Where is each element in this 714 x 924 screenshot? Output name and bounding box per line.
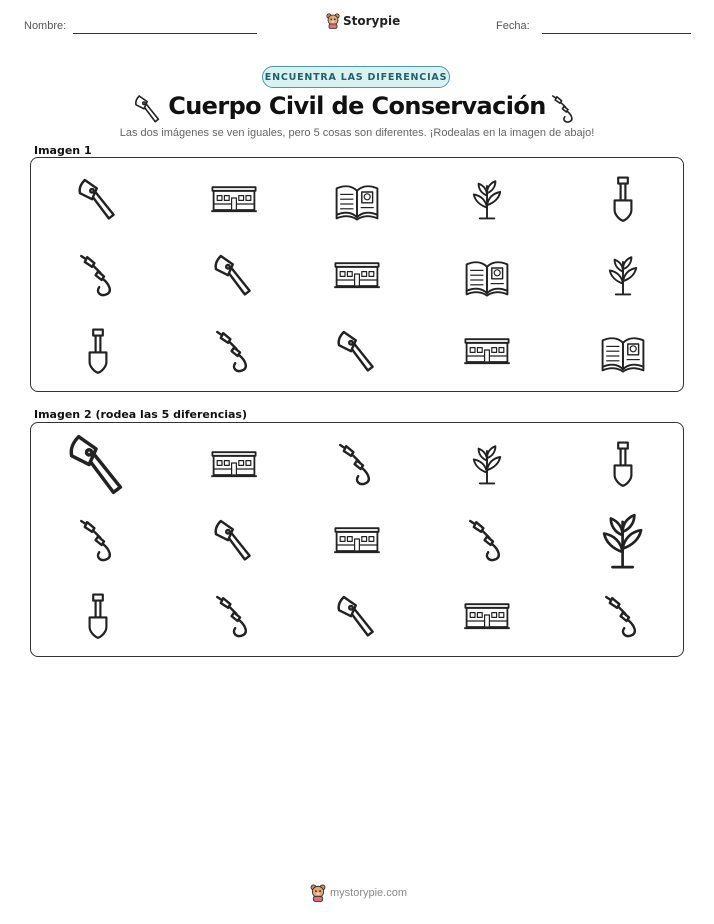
hose-icon[interactable]	[333, 439, 381, 487]
date-line[interactable]	[542, 33, 691, 34]
bear-icon	[310, 884, 326, 902]
footer-url[interactable]: mystorypie.com	[330, 887, 408, 899]
hose-icon[interactable]	[210, 591, 258, 639]
building-icon[interactable]	[333, 515, 381, 563]
book-icon	[463, 250, 511, 298]
bear-icon	[326, 13, 340, 29]
book-icon	[599, 326, 647, 374]
shovel-icon[interactable]	[599, 439, 647, 487]
hose-icon[interactable]	[599, 591, 647, 639]
book-icon	[333, 174, 381, 222]
axe-icon[interactable]	[210, 515, 258, 563]
date-label: Fecha:	[496, 20, 530, 32]
footer	[310, 884, 407, 902]
axe-icon[interactable]	[63, 428, 133, 498]
sapling-icon[interactable]	[463, 439, 511, 487]
activity-badge: ENCUENTRA LAS DIFERENCIAS	[262, 66, 450, 88]
name-line[interactable]	[73, 33, 257, 34]
brand-logo	[326, 13, 400, 29]
axe-icon	[333, 326, 381, 374]
building-icon[interactable]	[463, 591, 511, 639]
shovel-icon[interactable]	[74, 591, 122, 639]
name-label: Nombre:	[24, 20, 67, 32]
page-title: Cuerpo Civil de Conservación	[168, 92, 546, 120]
building-icon	[333, 250, 381, 298]
building-icon	[463, 326, 511, 374]
hose-icon	[548, 92, 580, 124]
image2-label: Imagen 2 (rodea las 5 diferencias)	[34, 408, 248, 421]
axe-icon	[210, 250, 258, 298]
shovel-icon	[74, 326, 122, 374]
image2-panel[interactable]	[30, 422, 684, 657]
axe-icon	[74, 174, 122, 222]
sapling-icon	[599, 250, 647, 298]
sapling-icon	[463, 174, 511, 222]
image1-panel	[30, 157, 684, 392]
hose-icon[interactable]	[463, 515, 511, 563]
instructions: Las dos imágenes se ven iguales, pero 5 cosas son diferentes. ¡Rodealas en la imagen de abajo!	[119, 127, 595, 139]
building-icon[interactable]	[210, 439, 258, 487]
hose-icon	[74, 250, 122, 298]
hose-icon	[210, 326, 258, 374]
shovel-icon	[599, 174, 647, 222]
building-icon	[210, 174, 258, 222]
brand-name: Storypie	[343, 14, 401, 28]
hose-icon[interactable]	[74, 515, 122, 563]
axe-icon[interactable]	[333, 591, 381, 639]
sapling-icon[interactable]	[589, 505, 656, 572]
image1-label: Imagen 1	[34, 144, 92, 157]
